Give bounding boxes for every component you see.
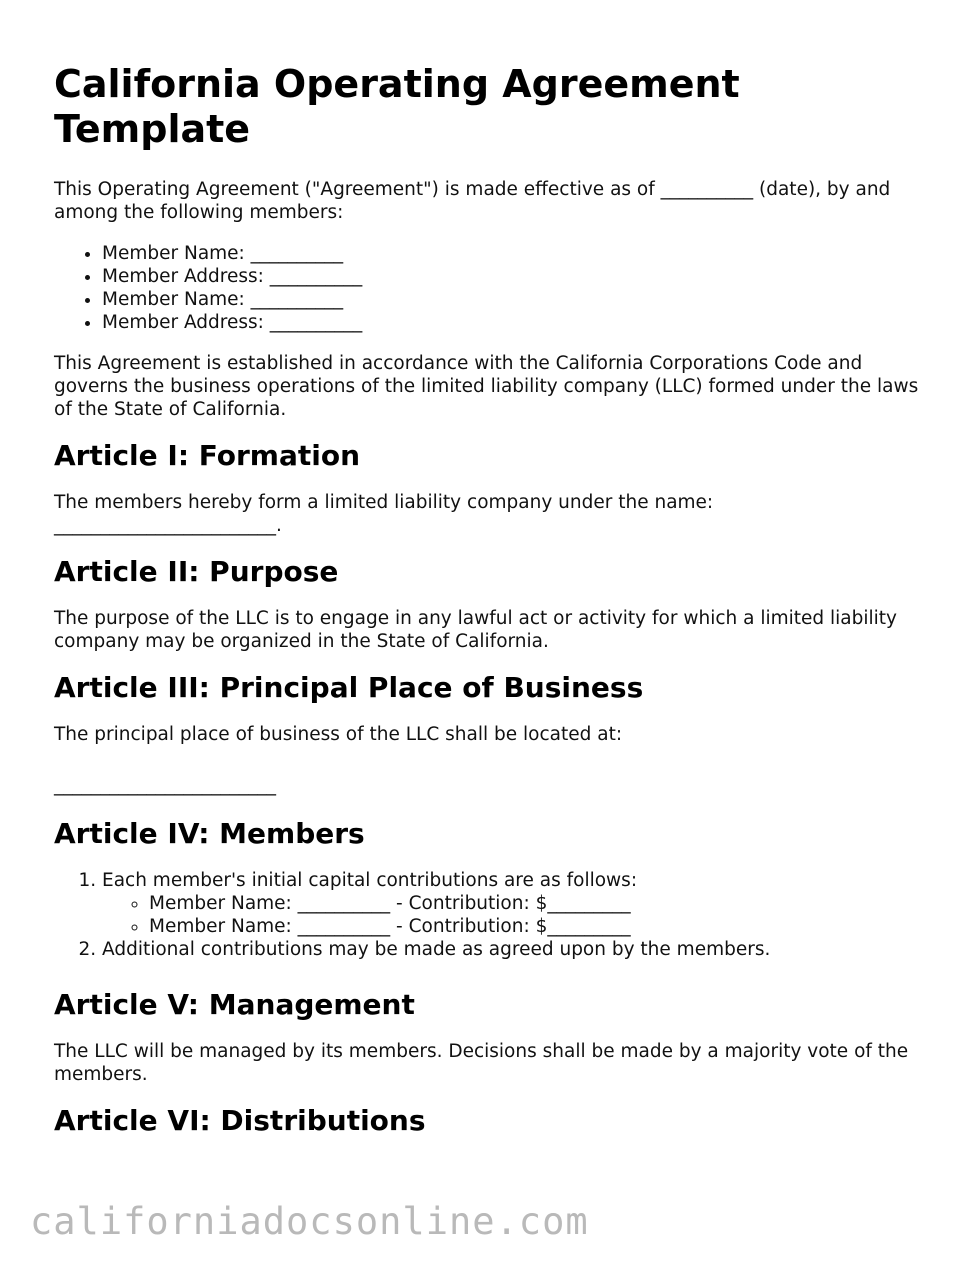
member-list <box>54 242 924 334</box>
list-item <box>102 869 924 938</box>
intro-paragraph: This Operating Agreement ("Agreement") is made effective as of __________ (date), by and among the following members: <box>54 179 891 223</box>
list-item: ◦ Member Name: __________ - Contribution: $_________ <box>149 915 924 938</box>
site-watermark: californiadocsonline.com <box>30 1200 589 1243</box>
article-2-heading: Article II: Purpose <box>54 555 339 588</box>
article-3-text: The principal place of business of the LLC shall be located at: <box>54 724 623 745</box>
list-item: • Member Address: __________ <box>102 265 924 288</box>
list-item: 2. Additional contributions may be made as agreed upon by the members. <box>102 938 924 961</box>
contribution-list <box>54 869 924 961</box>
article-2-text: The purpose of the LLC is to engage in any lawful act or activity for which a limited liability company may be organized in the State of California. <box>54 608 898 652</box>
article-1-heading: Article I: Formation <box>54 439 361 472</box>
article-4-heading: Article IV: Members <box>54 817 365 850</box>
article-3-heading: Article III: Principal Place of Business <box>54 671 644 704</box>
list-item: ◦ Member Name: __________ - Contribution: $_________ <box>149 892 924 915</box>
list-item: • Member Name: __________ <box>102 288 924 311</box>
article-5-text: The LLC will be managed by its members. Decisions shall be made by a majority vote of the members. <box>54 1041 909 1085</box>
address-blank-line: ________________________ <box>54 775 276 796</box>
list-item: • Member Address: __________ <box>102 311 924 334</box>
contribution-sublist <box>102 892 924 938</box>
article-1-text: The members hereby form a limited liability company under the name: ________________________. <box>54 492 714 536</box>
contribution-intro: Each member's initial capital contributions are as follows: <box>102 870 638 891</box>
document-page <box>54 62 924 1156</box>
list-item: • Member Name: __________ <box>102 242 924 265</box>
article-6-heading: Article VI: Distributions <box>54 1104 426 1137</box>
article-5-heading: Article V: Management <box>54 988 415 1021</box>
governing-law-paragraph: This Agreement is established in accordance with the California Corporations Code and governs the business operations of the limited liability company (LLC) formed under the laws of the State of California. <box>54 353 919 420</box>
document-title: California Operating Agreement Template <box>54 62 740 151</box>
